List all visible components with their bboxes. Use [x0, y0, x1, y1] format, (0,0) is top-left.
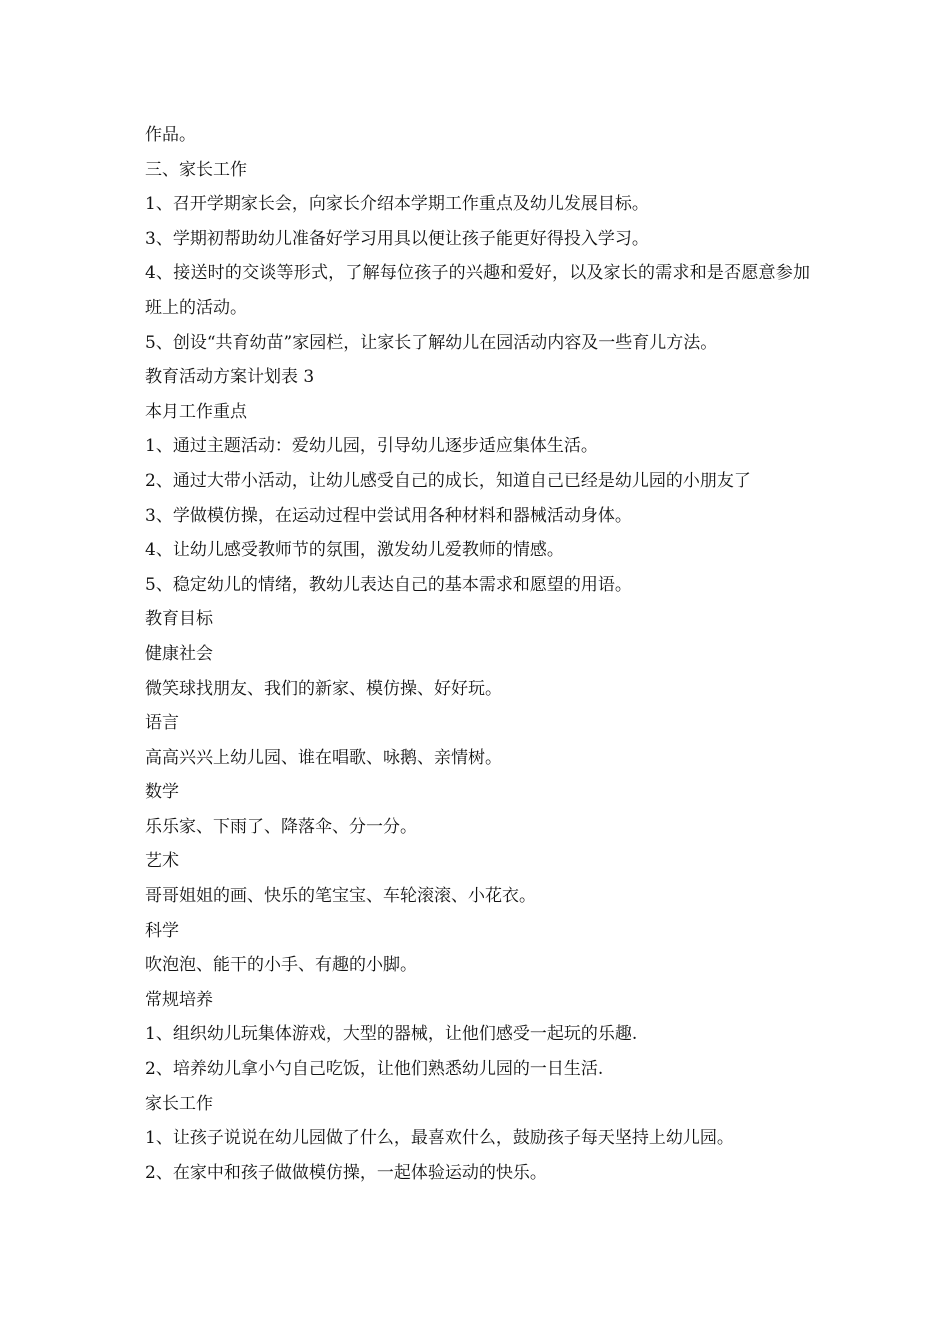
list-item: 3、学期初帮助幼儿准备好学习用具以便让孩子能更好得投入学习。: [145, 228, 649, 249]
list-item: 1、通过主题活动：爱幼儿园，引导幼儿逐步适应集体生活。: [145, 436, 598, 457]
list-item: 1、召开学期家长会，向家长介绍本学期工作重点及幼儿发展目标。: [145, 194, 649, 215]
subject-heading: 语言: [145, 713, 179, 734]
subject-content: 哥哥姐姐的画、快乐的笔宝宝、车轮滚滚、小花衣。: [145, 886, 536, 907]
document-title: 教育活动方案计划表 3: [145, 367, 315, 388]
section-heading: 家长工作: [145, 1093, 213, 1114]
list-item: 1、让孩子说说在幼儿园做了什么，最喜欢什么，鼓励孩子每天坚持上幼儿园。: [145, 1128, 734, 1149]
list-item: 2、培养幼儿拿小勺自己吃饭，让他们熟悉幼儿园的一日生活.: [145, 1059, 604, 1080]
subject-heading: 健康社会: [145, 643, 213, 664]
list-item: 5、稳定幼儿的情绪，教幼儿表达自己的基本需求和愿望的用语。: [145, 574, 632, 595]
section-heading: 常规培养: [145, 989, 213, 1010]
subject-content: 吹泡泡、能干的小手、有趣的小脚。: [145, 955, 417, 976]
subject-heading: 艺术: [145, 851, 179, 872]
list-item: 4、让幼儿感受教师节的氛围，激发幼儿爱教师的情感。: [145, 540, 564, 561]
text-line: 作品。: [145, 125, 196, 145]
list-item: 2、在家中和孩子做做模仿操，一起体验运动的快乐。: [145, 1162, 547, 1183]
subject-heading: 科学: [145, 920, 179, 941]
section-heading: 本月工作重点: [145, 401, 247, 422]
subject-content: 微笑球找朋友、我们的新家、模仿操、好好玩。: [145, 678, 502, 699]
section-heading: 三、家长工作: [145, 159, 247, 180]
list-item: 4、接送时的交谈等形式，了解每位孩子的兴趣和爱好，以及家长的需求和是否愿意参加班上的活动。: [145, 263, 810, 318]
document-body: [145, 118, 810, 1190]
subject-content: 高高兴兴上幼儿园、谁在唱歌、咏鹅、亲情树。: [145, 747, 502, 768]
list-item: 1、组织幼儿玩集体游戏，大型的器械，让他们感受一起玩的乐趣.: [145, 1024, 638, 1045]
list-item: 3、学做模仿操，在运动过程中尝试用各种材料和器械活动身体。: [145, 505, 632, 526]
subject-content: 乐乐家、下雨了、降落伞、分一分。: [145, 816, 417, 837]
section-heading: 教育目标: [145, 609, 213, 630]
list-item: 5、创设“共育幼苗”家园栏，让家长了解幼儿在园活动内容及一些育儿方法。: [145, 332, 718, 353]
list-item: 2、通过大带小活动，让幼儿感受自己的成长，知道自己已经是幼儿园的小朋友了: [145, 470, 751, 491]
subject-heading: 数学: [145, 782, 179, 803]
